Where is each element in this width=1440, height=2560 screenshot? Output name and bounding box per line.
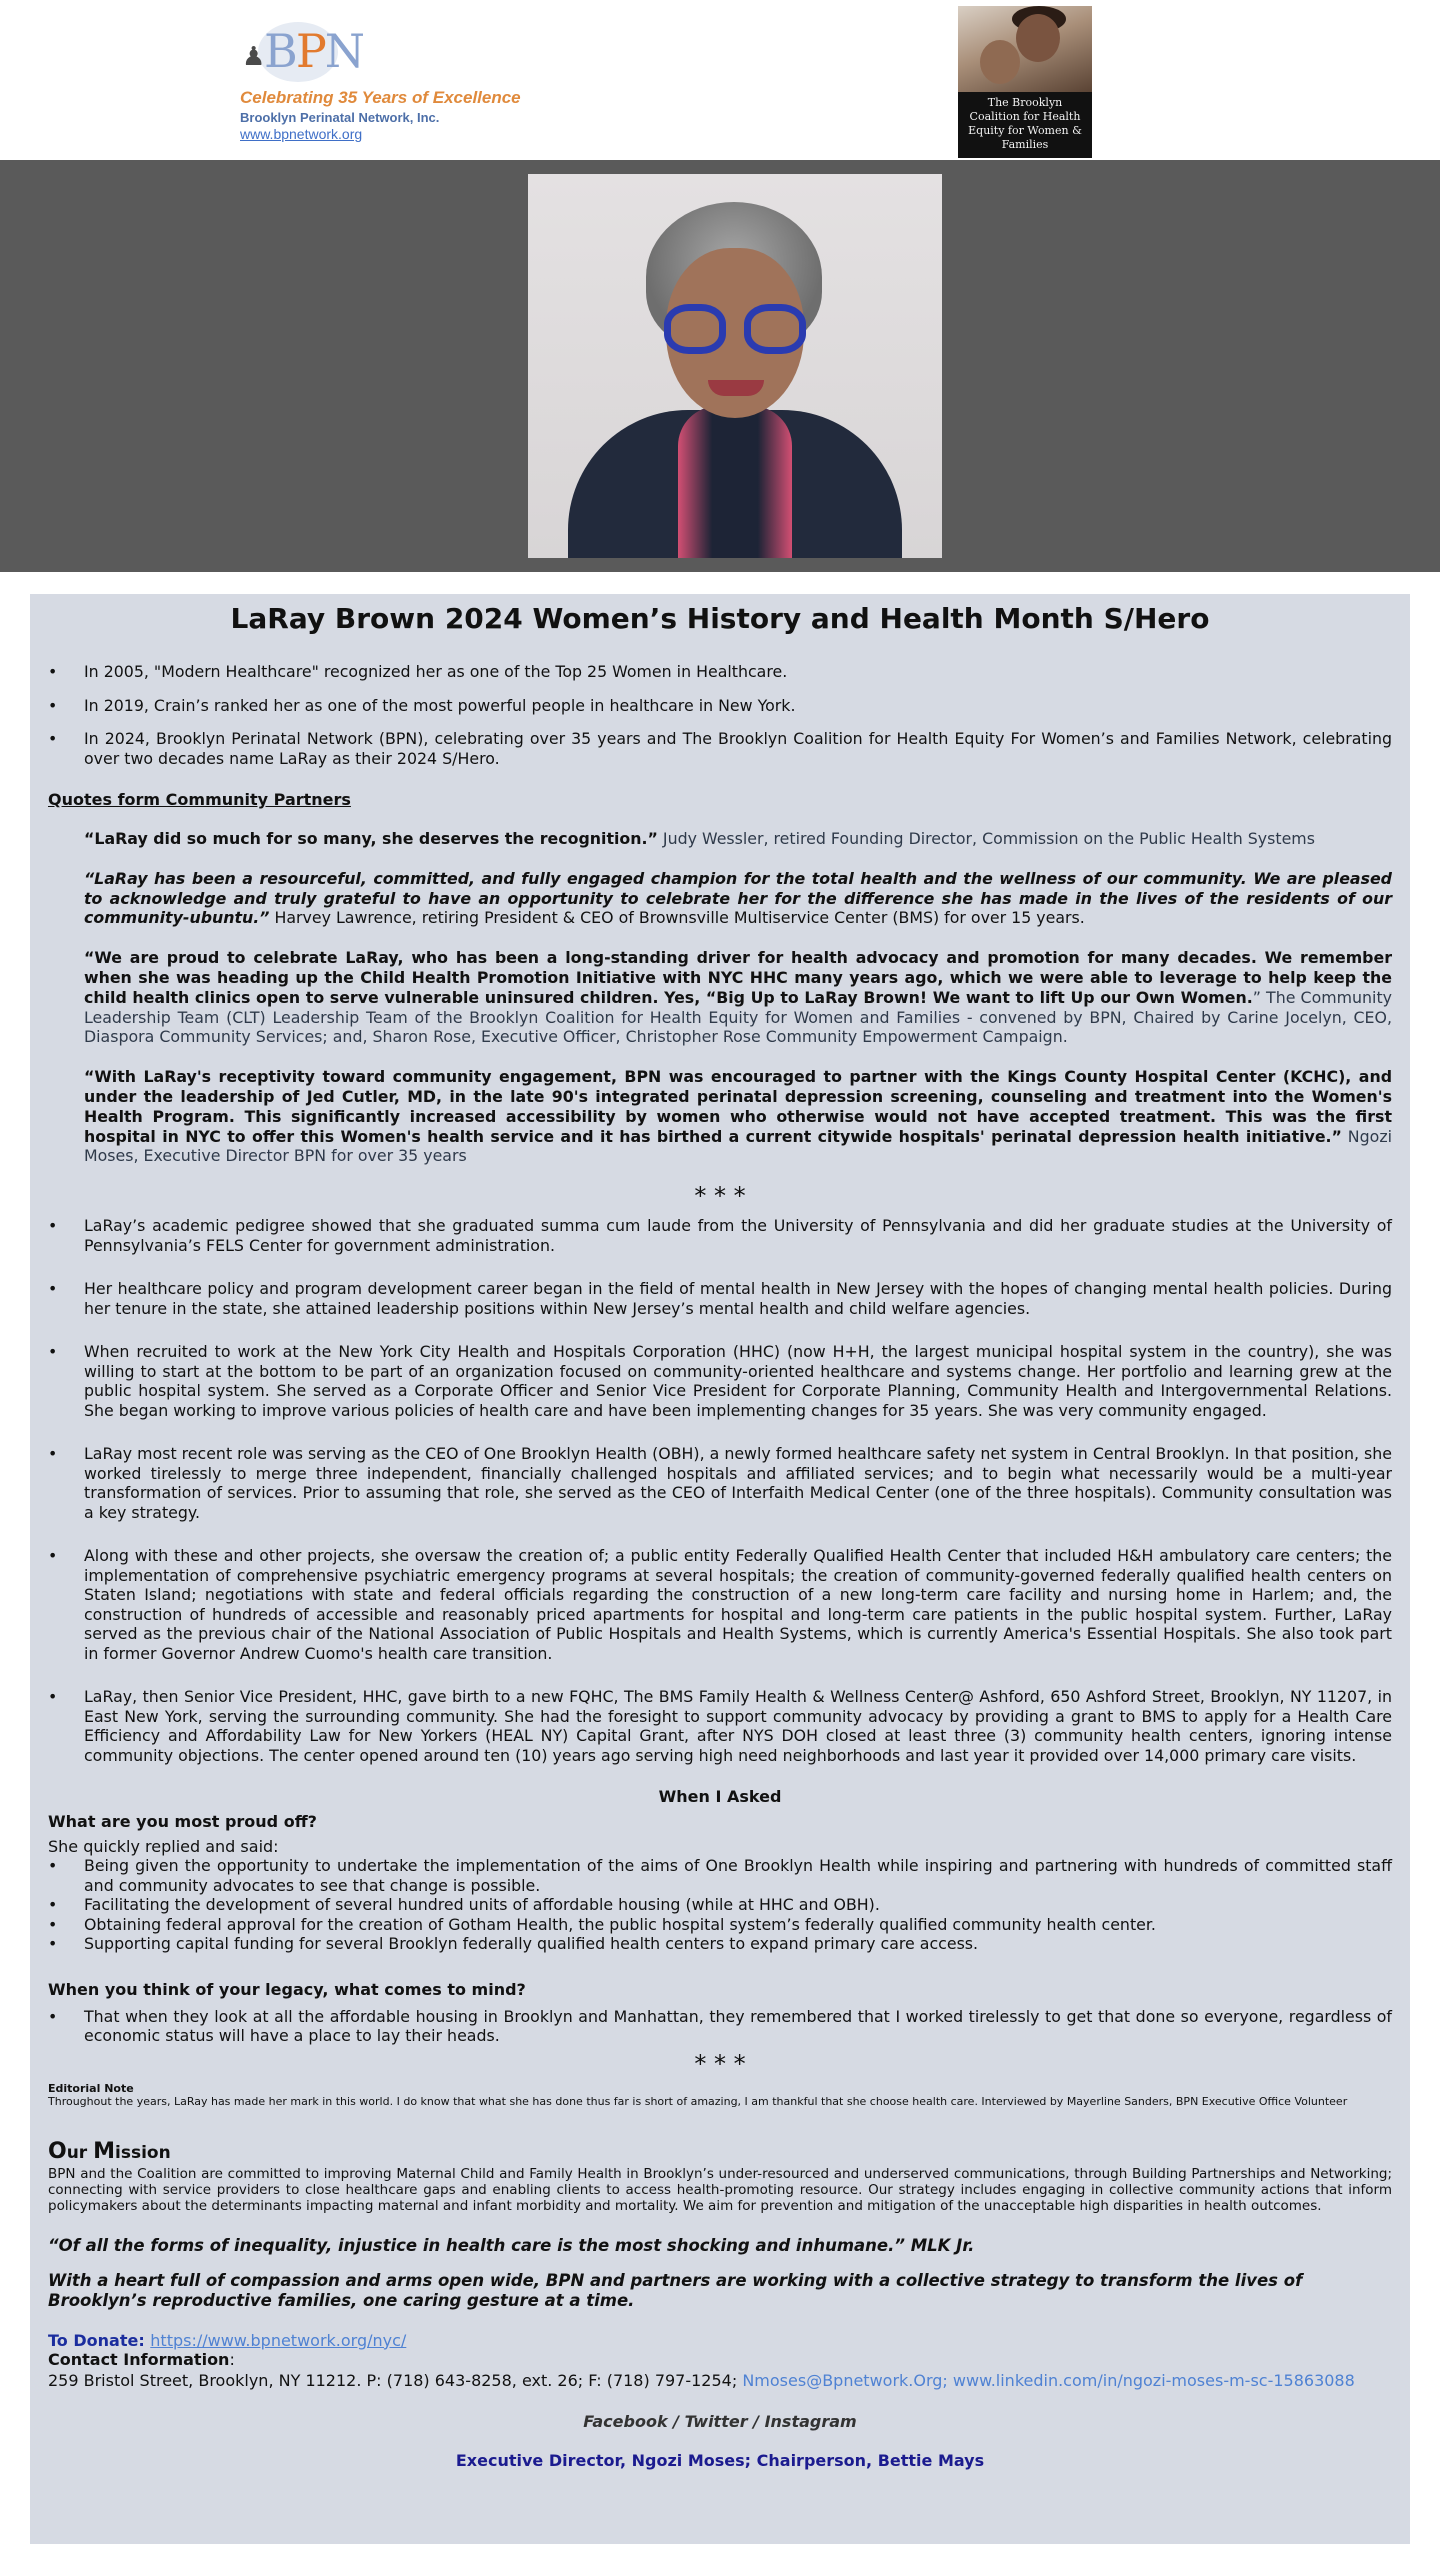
list-item: • In 2019, Crain’s ranked her as one of the most powerful people in healthcare in New York. [48, 696, 1392, 716]
section-divider: * * * [694, 2049, 746, 2078]
list-item: • LaRay’s academic pedigree showed that she graduated summa cum laude from the University of Pennsylvania and did her graduate studies at the University of Pennsylvania’s FELS Center for government administration. [48, 1216, 1392, 1255]
quote-3: “We are proud to celebrate LaRay, who has been a long-standing driver for health advocacy and promotion for many decades. We remember when she was heading up the Child Health Promotion Initiative with NYC HHC many years ago, which we were able to leverage to help keep the child health clinics open to serve vulnerable uninsured children. Yes, “Big Up to LaRay Brown! We want to lift Up our Own Women.” The Community Leadership Team (CLT) Leadership Team of the Brooklyn Coalition for Health Equity for Women and Families - convened by BPN, Chaired by Carine Jocelyn, CEO, Diaspora Community Services; and, Sharon Rose, Executive Officer, Christopher Rose Community Empowerment Campaign. [84, 948, 1392, 1047]
bpn-logo [240, 18, 540, 142]
quote-2: “LaRay has been a resourceful, committed, and fully engaged champion for the total health and the wellness of our community. We are pleased to acknowledge and truly grateful to have an opportunity to celebrate her for the difference she has made in the lives of the residents of our community-ubuntu.” Harvey Lawrence, retiring President & CEO of Brownsville Multiservice Center (BMS) for over 15 years. [84, 868, 1392, 928]
laray-brown-portrait [528, 174, 942, 558]
list-item: • Facilitating the development of several hundred units of affordable housing (while at HHC and OBH). [48, 1895, 1392, 1915]
list-item: • Supporting capital funding for several Brooklyn federally qualified health centers to expand primary care access. [48, 1934, 1392, 1954]
logo-website-link[interactable]: www.bpnetwork.org [240, 126, 363, 142]
contact-details [48, 2371, 1392, 2390]
logo-tagline: Celebrating 35 Years of Excellence [240, 88, 521, 107]
editorial-note-body: Throughout the years, LaRay has made her mark in this world. I do know that what she has done thus far is short of amazing, I am thankful that she choose health care. Interviewed by Mayerline Sanders, BPN Executive Office Volunteer [48, 2094, 1348, 2108]
donate-line [48, 2331, 1392, 2350]
list-item: • Being given the opportunity to undertake the implementation of the aims of One Brooklyn Health while inspiring and partnering with hundreds of committed staff and community advocates to see that change is possible. [48, 1856, 1392, 1895]
list-item: • LaRay, then Senior Vice President, HHC, gave birth to a new FQHC, The BMS Family Health & Wellness Center@ Ashford, 650 Ashford Street, Brooklyn, NY 11207, in East New York, serving the surrounding community. She had the foresight to support community advocacy by providing a grant to BMS to apply for a Health Care Efficiency and Affordability Law for New Yorkers (HEAL NY) Capital Grant, after NYS DOH closed at least three (3) community health centers, ignoring intense community objections. The center opened around ten (10) years ago serving high need neighborhoods and last year it provided over 14,000 primary care visits. [48, 1687, 1392, 1765]
mlk-quote: “Of all the forms of inequality, injustice in health care is the most shocking and inhumane.” MLK Jr. [48, 2235, 975, 2255]
donate-label: To Donate: [48, 2330, 151, 2350]
list-item: • That when they look at all the affordable housing in Brooklyn and Manhattan, they remembered that I worked tirelessly to get that done so everyone, regardless of economic status will have a place to lay their heads. [48, 2007, 1392, 2046]
mission-heading: Our Mission [48, 2138, 171, 2164]
bpn-logo-letters: BPN [264, 24, 364, 78]
bpn-logo-graphic [240, 18, 370, 84]
list-item: • LaRay most recent role was serving as the CEO of One Brooklyn Health (OBH), a newly formed healthcare safety net system in Central Brooklyn. In that position, she worked tirelessly to merge three independent, financially challenged hospitals and affiliated services; and to begin what necessarily would be a multi-year transformation of services. Prior to assuming that role, she served as the CEO of Interfaith Medical Center (one of the three hospitals). Community consultation was a key strategy. [48, 1444, 1392, 1522]
intro-list [48, 662, 1392, 768]
quotes-heading: Quotes form Community Partners [48, 790, 351, 809]
list-item: • In 2005, "Modern Healthcare" recognized her as one of the Top 25 Women in Healthcare. [48, 662, 1392, 682]
donate-link[interactable]: https://www.bpnetwork.org/nyc/ [150, 2330, 407, 2350]
family-figure-icon: ♟ [242, 42, 266, 72]
list-item: • Her healthcare policy and program development career began in the field of mental health in New Jersey with the hopes of changing mental health policies. During her tenure in the state, she attained leadership positions within New Jersey’s mental health and child welfare agencies. [48, 1279, 1392, 1318]
leadership-line: Executive Director, Ngozi Moses; Chairperson, Bettie Mays [455, 2450, 985, 2470]
question-proud: What are you most proud off? [48, 1812, 317, 1832]
list-item: • When recruited to work at the New York City Health and Hospitals Corporation (HHC) (now H+H, the largest municipal hospital system in the country), she was willing to start at the bottom to be part of an organization focused on community-oriented healthcare and systems change. Her portfolio and learning grew at the public hospital system. She served as a Corporate Officer and Senior Vice President for Corporate Planning, Community Health and Intergovernmental Relations. She began working to improve various policies of health care and have been implementing changes for 35 years. She was very community engaged. [48, 1342, 1392, 1420]
logo-org-name: Brooklyn Perinatal Network, Inc. [240, 110, 440, 125]
page-title: LaRay Brown 2024 Women’s History and Health Month S/Hero [230, 602, 1210, 635]
section-divider: * * * [694, 1182, 746, 1211]
biography-list [48, 1216, 1392, 1765]
legacy-list [48, 2007, 1392, 2046]
contact-heading: Contact Information: [48, 2349, 235, 2369]
coalition-logo [958, 6, 1092, 158]
reply-intro: She quickly replied and said: [48, 1837, 279, 1857]
quote-4: “With LaRay's receptivity toward community engagement, BPN was encouraged to partner with the Kings County Hospital Center (KCHC), and under the leadership of Jed Cutler, MD, in the late 90's integrated perinatal depression screening, counseling and treatment into the Women's Health Program. This significantly increased accessibility by women who otherwise would not have accepted treatment. This was the first hospital in NYC to offer this Women's health service and it has birthed a current citywide hospitals' perinatal depression health initiative.” Ngozi Moses, Executive Director BPN for over 35 years [84, 1067, 1392, 1166]
when-i-asked-heading: When I Asked [658, 1787, 782, 1807]
list-item: • In 2024, Brooklyn Perinatal Network (BPN), celebrating over 35 years and The Brooklyn Coalition for Health Equity For Women’s and Families Network, celebrating over two decades name LaRay as their 2024 S/Hero. [48, 729, 1392, 768]
list-item: • Along with these and other projects, she oversaw the creation of; a public entity Federally Qualified Health Center that included H&H ambulatory care centers; the implementation of comprehensive psychiatric emergency programs at several hospitals; the creation of community-governed federally qualified health centers on Staten Island; negotiations with state and federal officials regarding the construction of a new long-term care facility and nursing home in Harlem; and, the construction of hundreds of accessible and reasonably priced apartments for hospital and long-term care patients in the public hospital system. Further, LaRay served as the previous chair of the National Association of Public Hospitals and Health Systems, which is currently America's Essential Hospitals. She also took part in former Governor Andrew Cuomo's health care transition. [48, 1546, 1392, 1663]
contact-links[interactable]: Nmoses@Bpnetwork.Org; www.linkedin.com/in/ngozi-moses-m-sc-15863088 [742, 2370, 1355, 2390]
social-links[interactable]: Facebook / Twitter / Instagram [583, 2411, 857, 2431]
question-legacy: When you think of your legacy, what comes to mind? [48, 1979, 526, 1999]
coalition-logo-text: The Brooklyn Coalition for Health Equity for Women & Families [968, 96, 1082, 151]
quote-1: “LaRay did so much for so many, she deserves the recognition.” Judy Wessler, retired Founding Director, Commission on the Public Health Systems [84, 829, 1315, 848]
mother-child-photo [958, 6, 1092, 92]
proud-list [48, 1856, 1392, 1954]
hero-photo-band [0, 160, 1440, 572]
compassion-statement: With a heart full of compassion and arms open wide, BPN and partners are working with a collective strategy to transform the lives of Brooklyn’s reproductive families, one caring gesture at a time. [48, 2270, 1303, 2310]
page-header [0, 0, 1440, 160]
contact-address: 259 Bristol Street, Brooklyn, NY 11212. P: (718) 643-8258, ext. 26; F: (718) 797-1254; [48, 2370, 743, 2390]
list-item: • Obtaining federal approval for the creation of Gotham Health, the public hospital system’s federally qualified community health center. [48, 1915, 1392, 1935]
mission-body: BPN and the Coalition are committed to improving Maternal Child and Family Health in Brooklyn’s under-resourced and underserved communications, through Building Partnerships and Networking; connecting with service providers to close healthcare gaps and enabling clients to access health-promoting resource. Our strategy includes engaging in collective community actions that inform policymakers about the determinants impacting maternal and infant morbidity and mortality. We aim for prevention and mitigation of the unacceptable high disparities in health outcomes. [48, 2165, 1392, 2214]
editorial-note-title: Editorial Note [48, 2081, 134, 2095]
article-panel [30, 594, 1410, 2544]
